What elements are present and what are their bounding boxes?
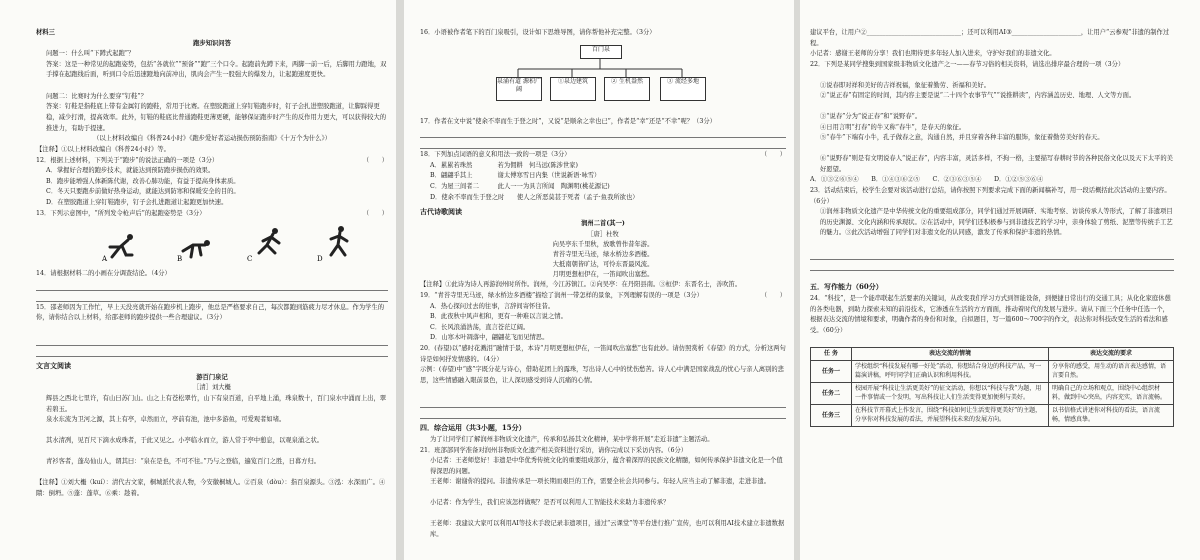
option-c: C．为屋三间者二 此人一一为具言所闻 陶渊明(桃花源记) <box>430 182 610 190</box>
answer-line[interactable] <box>810 250 1174 260</box>
list-item: ①说春即对祥和美好的吉祥祝福，象征着勤劳、祈福和美好。 <box>820 81 991 89</box>
option-a: A．累累若珠然 若为佣耕 何马远(陈涉世家) <box>430 161 578 169</box>
option-a: A．热心探问过去的往事，言辞间寄怀往昔。 <box>430 302 555 310</box>
answer-line[interactable] <box>420 409 786 419</box>
material-heading: 材料三 <box>36 29 55 36</box>
task-context: 校园开展“科技让生活更美好”的征文活动，你想以“科技与我”为题，用一件事情或一个发明，写出科技让人们生活变得更加便利与美好。 <box>852 383 1049 405</box>
poem-line: 大抵南朝皆旷达，可怜东晋最风流。 <box>552 261 654 269</box>
mind-map <box>420 43 786 113</box>
dialog-line: 王老师：谢谢你的提问。非遗传承是一项长期而艰巨的工作，需要全社会共同参与。年轻人应当主动了解非遗，走进非遗。 <box>430 478 771 486</box>
mind-map-root: 百门泉 <box>580 45 622 59</box>
list-item: ④日用言明“打春”的牛又称“春牛”，是春天的象征。 <box>820 123 966 131</box>
task-context: 在科技节开幕式上作发言，围绕“科技如何让生活变得更美好”的主题，分享你对科技发展的看法，并展望科技未来的发展方向。 <box>852 405 1049 427</box>
option-a: A．掌握好合理的跑步技术，就能达到预防跑步损伤的效果。 <box>46 167 215 175</box>
question-13: 13．下列示意图中，“所列发令枪声后”的起跑姿势是（3分） （ ） <box>36 209 388 217</box>
essay-author: ［清］刘大櫆 <box>193 384 231 392</box>
dialog-line: 小记者：作为学生，我们应该怎样做呢？是否可以利用人工智能技术来助力非遗传承？ <box>430 499 670 507</box>
option-b: B．翩翩乎其上 谢太傅寒雪日内集（世说新语·咏雪） <box>430 172 601 180</box>
intro-text: 为了让同学们了解润州非物质文化遗产，传承和弘扬其文化精神，某中学将开展“走近非遗”主题活动。 <box>430 435 714 443</box>
section-heading: 文言文阅读 <box>36 360 71 370</box>
section-heading: 五．写作能力（60分） <box>810 281 883 291</box>
poem-line: 向吴亭东千里秋，放歌曾作昔年游。 <box>552 241 654 249</box>
question-17: 17．作者在文中说“使余不率而生于登之时”，又说“是顺余之幸也已”，作者是“幸”还是“不幸”呢？（3分） <box>420 117 716 125</box>
essay-title: 游百门泉记 <box>196 373 228 381</box>
dialog-continued: 建议平台，让用户②______________________________；还可以利用AI③______________________，让用户“云参观”非遗的制作过程。 <box>810 29 1170 47</box>
task-requirement: 明确自己的立场和观点，围绕中心组织材料，做到中心突出，内容充实，语言流畅。 <box>1049 383 1174 405</box>
article-title: 跑步知识问答 <box>193 39 231 47</box>
answer-line[interactable] <box>810 261 1174 271</box>
dialog-line: 小记者：感谢王老师的分享！我们也期待更多年轻人加入进来，守护好我们的非遗文化。 <box>810 50 1056 57</box>
essay-paragraph: 青衫客者，蓬岛仙山人，谓其曰：“泉在是也，不可不往。”乃与之登临，遍览百门之胜，日暮方归。 <box>46 457 321 465</box>
question-23: 23．活动结束后，校学生会要对该活动进行总结，请你按照下列要求完成下面的新闻稿补写，用一段话概括此次活动的主要内容。（6分） <box>810 186 1171 205</box>
task-table <box>810 347 1174 428</box>
question-14: 14．请根据材料二的小画在分调查结论。（4分） <box>36 270 171 278</box>
essay-paragraph: 辉县之西北七里许，有山曰苏门山。山之上有苍松翠竹，山下有泉百道，自平地上涌，珠泉数十，百门泉水中涌而上出，翠若碧玉。 <box>46 394 387 413</box>
list-item: ⑥“说野春”则是有文明说春人“说正春”，内容丰富，灵活多样，不拘一格，主要描写春耕时节的各种民俗文化以及天下太平的美好愿望。 <box>820 155 1173 173</box>
runner-figure-c <box>241 223 291 263</box>
mind-map-leaf: 泉涌有道 源积广阔 <box>496 77 542 101</box>
option-c: C．长风浪涌浩荡，直言苍茫辽阔。 <box>430 323 530 331</box>
poem-line: 青苔寺里无马迹，绿水桥边多酒楼。 <box>552 251 654 259</box>
question-22: 22．下列是某同学搜集到国家级非物质文化遗产之一——春节习俗的相关资料，请选出排序最合理的一项（3分） <box>810 60 1125 68</box>
table-header: 任 务 <box>811 347 852 361</box>
paragraph: 问题二：比赛时为什么要穿“钉鞋”？ <box>46 92 147 100</box>
task-name: 任务三 <box>811 405 852 427</box>
essay-footnote: 【注释】①刘大櫆（kuí）：清代古文家，桐城派代表人物，今安徽桐城人。②百泉（dòu）：指百泉源头。③泓：水深而广。④隤：倒坍。⑤蓬：蓬草。⑥乘：趁着。 <box>36 478 386 497</box>
essay-paragraph: 泉水东流为卫河之源，其上有亭，卓然而立，亭前有池，池中多游鱼，可爱观者如堵。 <box>46 415 286 423</box>
page-gutter <box>396 0 404 560</box>
question-22-options: A．①③②⑥⑤④ B．①④③⑥②⑤ C．②③⑥③⑤④ D．①②⑤③⑥④ <box>810 176 1044 184</box>
option-c: C．冬天只要跑步前做好热身运动，就能达到防寒和保暖安全的目的。 <box>46 188 240 196</box>
answer-line[interactable] <box>420 398 786 408</box>
answer-line[interactable] <box>36 336 388 346</box>
option-b: B．此夜秋中风声相和，更有一种难以言说之情。 <box>430 313 567 321</box>
table-header-row <box>811 347 1174 361</box>
question-24: 24．“科技”，是一个能串联起生活要素的关键词，从改变我们学习方式到智能设备，到便捷日常出行的交通工具；从化化家庭休憩的各类电器，到助力探索未知的前沿技术，它渗透在生活的方方面面，推动着时代的发展与进步。请从下面三个任务中任选一个，根据表达交流的情境和要求，明确作者的身份和对象，自拟题目，写一篇600～700字的作文，表达你对科技改变生活的看法和感受。（60分） <box>810 294 1171 334</box>
question-19: 19．“青苔寺里无马迹，绿水桥边多酒楼”描绘了润州一带怎样的景象，下列理解有误的一项是（3分） （ ） <box>420 291 786 299</box>
source-note: （以上材料改编自《科普24小时》《跑步爱好者运动损伤预防指南》《十万个为什么》） <box>93 135 331 143</box>
question-16: 16．小语被作者笔下的百门泉吸引，设计如下思维导图，请你帮他补充完整。（3分） <box>420 29 656 36</box>
svg-text:A: A <box>102 255 108 264</box>
question-20-example: 示例：(春望)中“感”字既分花与诗心，借助花团上的露珠，写出诗人心中的忧伤愁苦。诗人心中满是国家战乱的忧心与亲人离别的悲思，这些情感融入眼前景色，让人深切感受到诗人沉痛的心情。 <box>420 365 784 384</box>
paragraph: 问题一：什么叫“下蹲式起跑”？ <box>46 50 135 58</box>
svg-text:B: B <box>177 255 183 264</box>
mind-map-leaf[interactable]: ③ 流经多地 <box>660 77 706 101</box>
mind-map-leaf[interactable]: ①泉边建筑 <box>550 77 596 101</box>
option-b: B．跑步能增强人体新陈代谢，改善心肺功能，有益于提高身体素质。 <box>46 177 240 185</box>
question-12: 12．根据上述材料，下列关于“跑步”的说法正确的一项是（3分） （ ） <box>36 156 388 164</box>
question-18: 18．下列加点词语的意义和用法一致的一项是（3分） （ ） <box>420 151 786 159</box>
column-2 <box>404 0 794 560</box>
svg-text:C: C <box>247 255 253 264</box>
list-item: ②“说正春”有固定的时间，其内容主要是说“二十四个农事节气”“说推耕读”，内容涵盖历史、地理、人文等方面。 <box>820 92 1136 100</box>
answer-line[interactable] <box>420 128 786 138</box>
table-header: 表达交流的要求 <box>1049 347 1174 361</box>
task-name: 任务一 <box>811 361 852 383</box>
task-context: 学校组织“科技发展有哪一好处”活动，你想结合身边的科技产品，写一篇演讲稿，呼吁同学们正确认识和利用科技。 <box>852 361 1049 383</box>
table-header: 表达交流的情境 <box>852 347 1049 361</box>
question-21: 21．班部部同学准备对润州非物质文化遗产相关资料进行采访，请你完成以下采访内容。（6分） <box>420 446 688 454</box>
poem-author: ［唐］杜牧 <box>587 230 619 238</box>
paragraph: 答案：钉鞋是指鞋底上带有金属钉的跑鞋，常用于比赛。在塑胶跑道上穿钉鞋跑步时，钉子会扎进塑胶跑道，让脚踩得更稳，减少打滑，提高效率。此外，钉鞋的鞋底比普通跑鞋更薄更硬，能够保证跑步时产生的反作用力更大，可以获得较大的推进力，有助于提速。 <box>46 103 387 132</box>
runner-figure-a <box>96 223 146 263</box>
dialog-line: 王老师：我建议大家可以利用AI等技术手段记录非遗项目，通过“云课堂”等平台进行推广宣传，也可以利用AI技术建立非遗数据库。 <box>430 520 785 538</box>
mind-map-leaf[interactable]: ② 生机盎然 <box>604 77 650 101</box>
task-requirement: 分享你的感受，用生动的语言表达感情，语言要自然。 <box>1049 361 1174 383</box>
question-20: 20．(春望)以“感时花溅泪”融情于景，本诗“月明更想桓伊在，一笛闻吹出塞愁”也有此妙。请仿照赏析《春望》的方式，分析这两句诗是如何抒发情感的。（4分） <box>420 344 786 363</box>
question-23-text: ①润州非物质文化遗产是中华传统文化的重要组成部分，同学们通过开展调研、实地考察、访谈传承人等形式，了解了非遗项目的历史渊源、文化内涵和传承现状。②在活动中，同学们还积极参与到非遗技艺的学习中，亲身体验了剪纸、泥塑等传统手工艺的魅力。③此次活动增强了同学们对非遗文化的认同感，激发了传承和保护非遗的热情。 <box>820 207 1173 237</box>
table-row <box>811 361 1174 383</box>
answer-line[interactable] <box>36 281 388 291</box>
table-row <box>811 383 1174 405</box>
answer-line[interactable] <box>420 139 786 149</box>
runner-figures <box>36 221 388 267</box>
column-1 <box>0 0 396 560</box>
option-d: D．使余不率而生于登之时 使人之所恶莫甚于死者（孟子·鱼我所欲也） <box>430 193 639 201</box>
task-requirement: 以书信格式讲述你对科技的看法，语言流畅，情感真挚。 <box>1049 405 1174 427</box>
section-heading: 四．综合运用（共3小题，15分） <box>420 422 526 432</box>
section-heading: 古代诗歌阅读 <box>420 207 462 217</box>
answer-line[interactable] <box>36 347 388 357</box>
option-d: D．在塑胶跑道上穿钉鞋跑步，钉子会扎进跑道让起跑更加快速。 <box>46 198 228 206</box>
task-name: 任务二 <box>811 383 852 405</box>
paragraph: 答案：这是一种常见的起跑姿势，包括“各就位”“预备”“跑”三个口令。起跑前先蹲下来，两脚一前一后，后脚用力蹬地，双手撑在起跑线后面，听到口令后迅速蹬地向前冲出，肌肉会产生一股强大的爆发力，让起跑速度更快。 <box>46 60 387 79</box>
poem-footnote: 【注释】①此诗为诗人再游润州时所作。润州，今江苏镇江。②向吴亭：在丹阳县南。③桓伊：东晋名士，善吹笛。 <box>420 281 742 289</box>
poem-line: 月明更想桓伊在，一笛闻吹出塞愁。 <box>552 271 654 279</box>
option-d: D．山寒木叶凋落中，翩翩花飞而见情思。 <box>430 334 549 342</box>
list-item: ⑤“春牛”下端有小牛，孔子做春之意，沟通自然，并且穿着各种丰富的服饰，象征着勤劳美好的春天。 <box>820 134 1104 142</box>
dialog-line: 小记者：王老师您好！非遗是中华优秀传统文化的重要组成部分，蕴含着深厚的民族文化精髓，如何传承保护非遗文化是一个值得深思的问题。 <box>430 457 783 475</box>
runner-figure-b <box>171 223 221 263</box>
footnote: 【注释】①以上材料改编自《科普24小时》等。 <box>36 145 170 153</box>
answer-line[interactable] <box>36 292 388 302</box>
question-15: 15．邵老师因为工作忙，早上天没亮就开始在跑步机上跑步，他总是严格要求自己，每次都跑到筋疲力尽才休息。作为学生的你，请你结合以上材料，给邵老师的跑步提供一些合理建议。（3分） <box>36 303 385 322</box>
table-row <box>811 405 1174 427</box>
list-item: ③“说春”分为“说正春”和“说野春”。 <box>820 113 922 121</box>
column-3 <box>800 0 1200 560</box>
svg-text:D: D <box>317 255 323 264</box>
runner-figure-d <box>311 223 361 263</box>
poem-title: 润州二首(其一) <box>581 220 625 228</box>
essay-paragraph: 其水清冽，见百尺下滴水成珠者，于此又见之。小亭临水而立，游人常于亭中憩息，以观泉涌之状。 <box>46 436 324 444</box>
